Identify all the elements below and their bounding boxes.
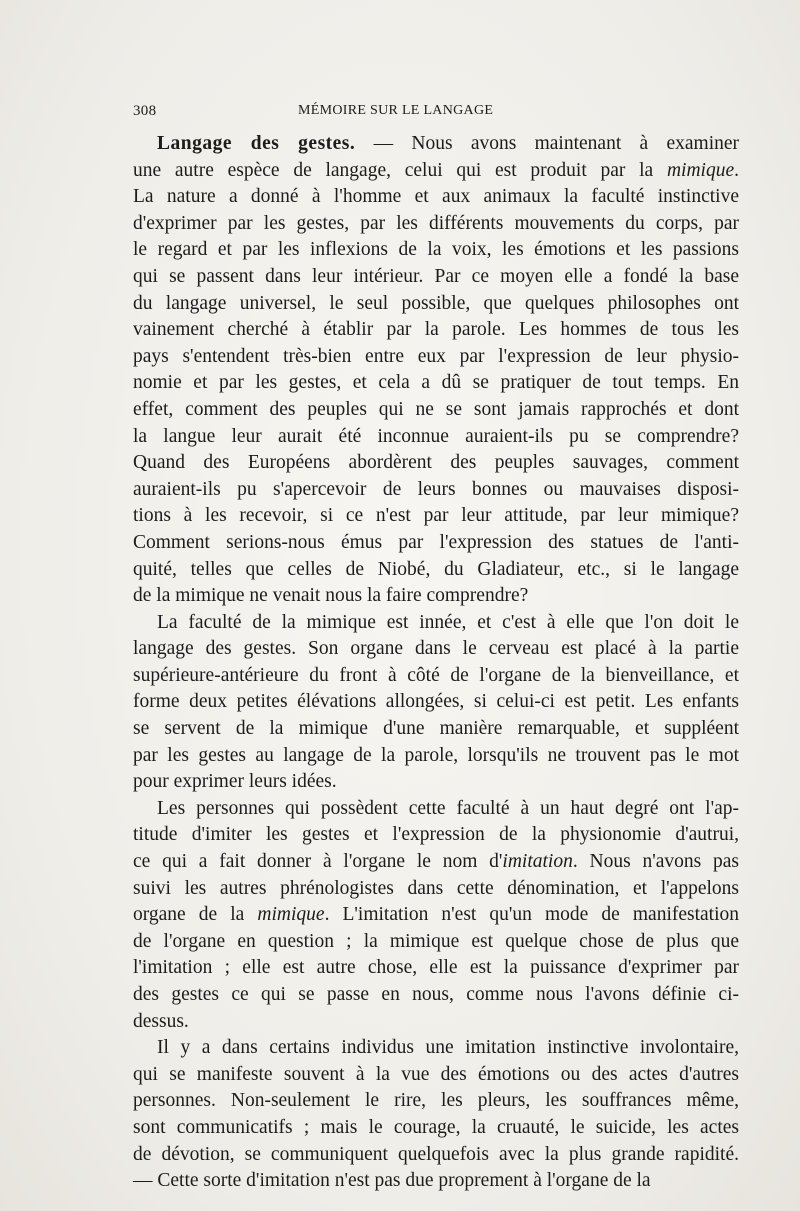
text-run: langage des gestes. Son organe dans le cerveau est placé à la partie bbox=[133, 638, 739, 660]
text-line bbox=[133, 131, 739, 158]
text-run: de dévotion, se communiquent quelquefois avec la plus grande rapidité. bbox=[133, 1143, 739, 1165]
text-run: ce qui a fait donner à l'organe le nom d' bbox=[133, 851, 503, 873]
text-line bbox=[133, 477, 739, 504]
text-line bbox=[133, 317, 739, 344]
text-run: pour exprimer leurs idées. bbox=[133, 771, 337, 793]
text-run: dessus. bbox=[133, 1010, 189, 1032]
text-line bbox=[133, 663, 739, 690]
text-run: de la mimique ne venait nous la faire comprendre? bbox=[133, 585, 529, 607]
text-line bbox=[133, 291, 739, 318]
italic-term: mimique bbox=[257, 904, 325, 926]
text-run: . bbox=[734, 159, 739, 181]
text-run: quité, telles que celles de Niobé, du Gladiateur, etc., si le langage bbox=[133, 558, 739, 580]
text-line bbox=[133, 716, 739, 743]
text-line bbox=[133, 929, 739, 956]
text-line bbox=[133, 1115, 739, 1142]
text-run: Il y a dans certains individus une imitation instinctive involontaire, bbox=[157, 1037, 739, 1059]
text-line bbox=[133, 982, 739, 1009]
text-line bbox=[133, 583, 739, 610]
text-line bbox=[133, 769, 739, 796]
text-run: le regard et par les inflexions de la voix, les émotions et les passions bbox=[133, 239, 739, 261]
text-run: forme deux petites élévations allongées, si celui-ci est petit. Les enfants bbox=[133, 691, 739, 713]
text-line bbox=[133, 796, 739, 823]
title-dash: — bbox=[355, 133, 412, 154]
text-run: personnes. Non-seulement le rire, les pleurs, les souffrances même, bbox=[133, 1090, 739, 1112]
text-run: pays s'entendent très-bien entre eux par l'expression de leur physio- bbox=[133, 345, 739, 367]
text-line bbox=[133, 876, 739, 903]
text-run: supérieure-antérieure du front à côté de l'organe de la bienveillance, et bbox=[133, 664, 739, 686]
text-run: — Cette sorte d'imitation n'est pas due proprement à l'organe de la bbox=[133, 1170, 651, 1192]
paragraph bbox=[133, 131, 739, 610]
text-run: du langage universel, le seul possible, que quelques philosophes ont bbox=[133, 292, 739, 314]
text-line bbox=[133, 1035, 739, 1062]
text-run: . L'imitation n'est qu'un mode de manifestation bbox=[324, 904, 740, 926]
text-run: . Nous n'avons pas bbox=[572, 851, 740, 873]
text-line bbox=[133, 158, 739, 185]
text-run: effet, comment des peuples qui ne se sont jamais rapprochés et dont bbox=[133, 398, 739, 420]
text-line bbox=[133, 503, 739, 530]
text-run: Les personnes qui possèdent cette faculté à un haut degré ont l'ap- bbox=[157, 797, 739, 819]
text-line bbox=[133, 743, 739, 770]
paragraph bbox=[133, 796, 739, 1035]
italic-term: imitation bbox=[502, 851, 573, 873]
text-run: des gestes ce qui se passe en nous, comme nous l'avons définie ci- bbox=[133, 984, 739, 1005]
text-line bbox=[133, 370, 739, 397]
text-run: suivi les autres phrénologistes dans cette dénomination, et l'appelons bbox=[133, 877, 739, 899]
text-run: de l'organe en question ; la mimique est quelque chose de plus que bbox=[133, 930, 739, 952]
text-line bbox=[133, 849, 739, 876]
text-run: d'exprimer par les gestes, par les différents mouvements du corps, par bbox=[133, 212, 739, 234]
page-header bbox=[133, 103, 743, 127]
text-run: nomie et par les gestes, et cela a dû se pratiquer de tout temps. En bbox=[133, 372, 739, 394]
text-line bbox=[133, 1009, 739, 1036]
page-number: 308 bbox=[133, 103, 157, 119]
running-title: MÉMOIRE SUR LE LANGAGE bbox=[298, 103, 494, 118]
text-run: Quand des Européens abordèrent des peuples sauvages, comment bbox=[133, 452, 739, 474]
text-run: sont communicatifs ; mais le courage, la cruauté, le suicide, les actes bbox=[133, 1116, 739, 1138]
text-line bbox=[133, 955, 739, 982]
text-run: l'imitation ; elle est autre chose, elle est la puissance d'exprimer par bbox=[133, 957, 739, 979]
text-line bbox=[133, 450, 739, 477]
text-run: organe de la bbox=[133, 904, 258, 926]
paragraph bbox=[133, 1035, 739, 1195]
text-line bbox=[133, 530, 739, 557]
text-run: tions à les recevoir, si ce n'est par leur attitude, par leur mimique? bbox=[133, 505, 739, 527]
text-run: une autre espèce de langage, celui qui est produit par la bbox=[133, 159, 667, 181]
text-run: la langue leur aurait été inconnue auraient-ils pu se comprendre? bbox=[133, 425, 739, 447]
text-line bbox=[133, 1142, 739, 1169]
text-line bbox=[133, 636, 739, 663]
text-run: vainement cherché à établir par la parole. Les hommes de tous les bbox=[133, 319, 739, 341]
text-run: La faculté de la mimique est innée, et c'est à elle que l'on doit le bbox=[157, 611, 739, 633]
text-line bbox=[133, 424, 739, 451]
text-line bbox=[133, 184, 739, 211]
text-run: par les gestes au langage de la parole, lorsqu'ils ne trouvent pas le mot bbox=[133, 744, 739, 766]
text-line bbox=[133, 237, 739, 264]
italic-term: mimique bbox=[666, 159, 735, 181]
text-run: qui se passent dans leur intérieur. Par ce moyen elle a fondé la base bbox=[133, 265, 739, 287]
text-run: Nous avons maintenant à examiner bbox=[411, 133, 740, 154]
text-line bbox=[133, 397, 739, 424]
section-title: Langage des gestes. bbox=[157, 133, 356, 154]
text-run: se servent de la mimique d'une manière remarquable, et suppléent bbox=[133, 718, 739, 740]
text-line bbox=[133, 689, 739, 716]
body-text bbox=[133, 131, 739, 1195]
text-line bbox=[133, 264, 739, 291]
text-line bbox=[133, 1168, 739, 1195]
paragraph bbox=[133, 610, 739, 796]
text-run: Comment serions-nous émus par l'expression des statues de l'anti- bbox=[133, 531, 739, 553]
text-line bbox=[133, 902, 739, 929]
text-line bbox=[133, 211, 739, 238]
text-run: titude d'imiter les gestes et l'expression de la physionomie d'autrui, bbox=[133, 824, 739, 846]
text-line bbox=[133, 822, 739, 849]
text-run: auraient-ils pu s'apercevoir de leurs bonnes ou mauvaises disposi- bbox=[133, 478, 739, 500]
text-line bbox=[133, 1088, 739, 1115]
text-run: La nature a donné à l'homme et aux animaux la faculté instinctive bbox=[133, 186, 739, 208]
text-line bbox=[133, 1062, 739, 1089]
text-line bbox=[133, 557, 739, 584]
text-run: qui se manifeste souvent à la vue des émotions ou des actes d'autres bbox=[133, 1063, 739, 1085]
text-line bbox=[133, 610, 739, 637]
text-line bbox=[133, 344, 739, 371]
